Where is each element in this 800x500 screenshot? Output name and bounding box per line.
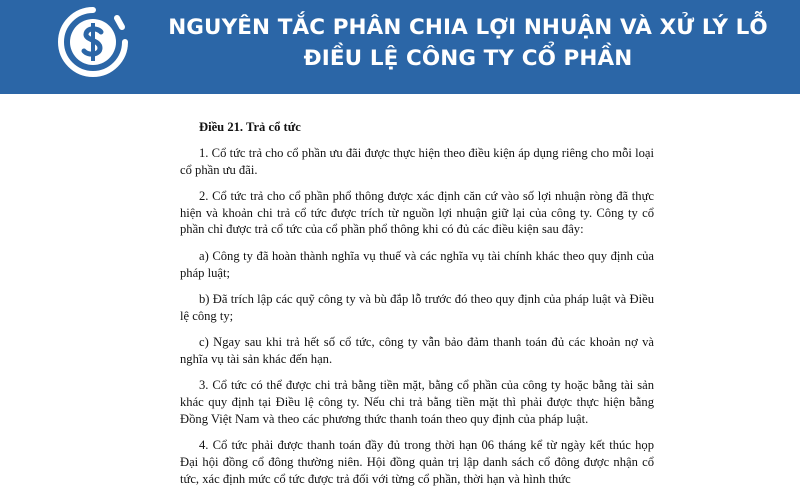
paragraph-1: 1. Cổ tức trả cho cổ phần ưu đãi được thực hiện theo điều kiện áp dụng riêng cho mỗi loại cổ phần ưu đãi.: [180, 145, 654, 177]
header-banner: [0, 0, 800, 94]
paragraph-2: 2. Cổ tức trả cho cổ phần phổ thông được xác định căn cứ vào số lợi nhuận ròng đã thực hiện và khoản chi trả cổ tức được trích từ nguồn lợi nhuận giữ lại của công ty. Công ty cổ phần chỉ được trả cổ tức của cổ phần phổ thông khi có đủ các điều kiện sau đây:: [180, 188, 654, 237]
title-line-1: NGUYÊN TẮC PHÂN CHIA LỢI NHUẬN VÀ XỬ LÝ LỖ: [168, 15, 768, 40]
paragraph-3: 3. Cổ tức có thể được chi trả bằng tiền mặt, bằng cổ phần của công ty hoặc bằng tài sản khác quy định tại Điều lệ công ty. Nếu chi trả bằng tiền mặt thì phải được thực hiện bằng Đồng Việt Nam và theo các phương thức thanh toán theo quy định của pháp luật.: [180, 378, 654, 426]
paragraph-2a: a) Công ty đã hoàn thành nghĩa vụ thuế và các nghĩa vụ tài chính khác theo quy định của pháp luật;: [180, 248, 654, 280]
title-line-2: ĐIỀU LỆ CÔNG TY CỔ PHẦN: [303, 46, 633, 71]
paragraph-2b: b) Đã trích lập các quỹ công ty và bù đắp lỗ trước đó theo quy định của pháp luật và Điều lệ công ty;: [180, 291, 654, 323]
page-title: [150, 12, 786, 74]
dollar-coin-icon: [58, 7, 128, 77]
paragraph-4: 4. Cổ tức phải được thanh toán đầy đủ trong thời hạn 06 tháng kể từ ngày kết thúc họp Đại hội đồng cổ đông thường niên. Hội đồng quản trị lập danh sách cổ đông được nhận cổ tức, xác định mức cổ tức được trả đối với từng cổ phần, thời hạn và hình thức: [180, 437, 654, 486]
document-body: [180, 119, 654, 497]
paragraph-2c: c) Ngay sau khi trả hết số cổ tức, công ty vẫn bảo đảm thanh toán đủ các khoản nợ và nghĩa vụ tài sản khác đến hạn.: [180, 334, 654, 366]
article-heading: Điều 21. Trả cổ tức: [199, 120, 301, 134]
